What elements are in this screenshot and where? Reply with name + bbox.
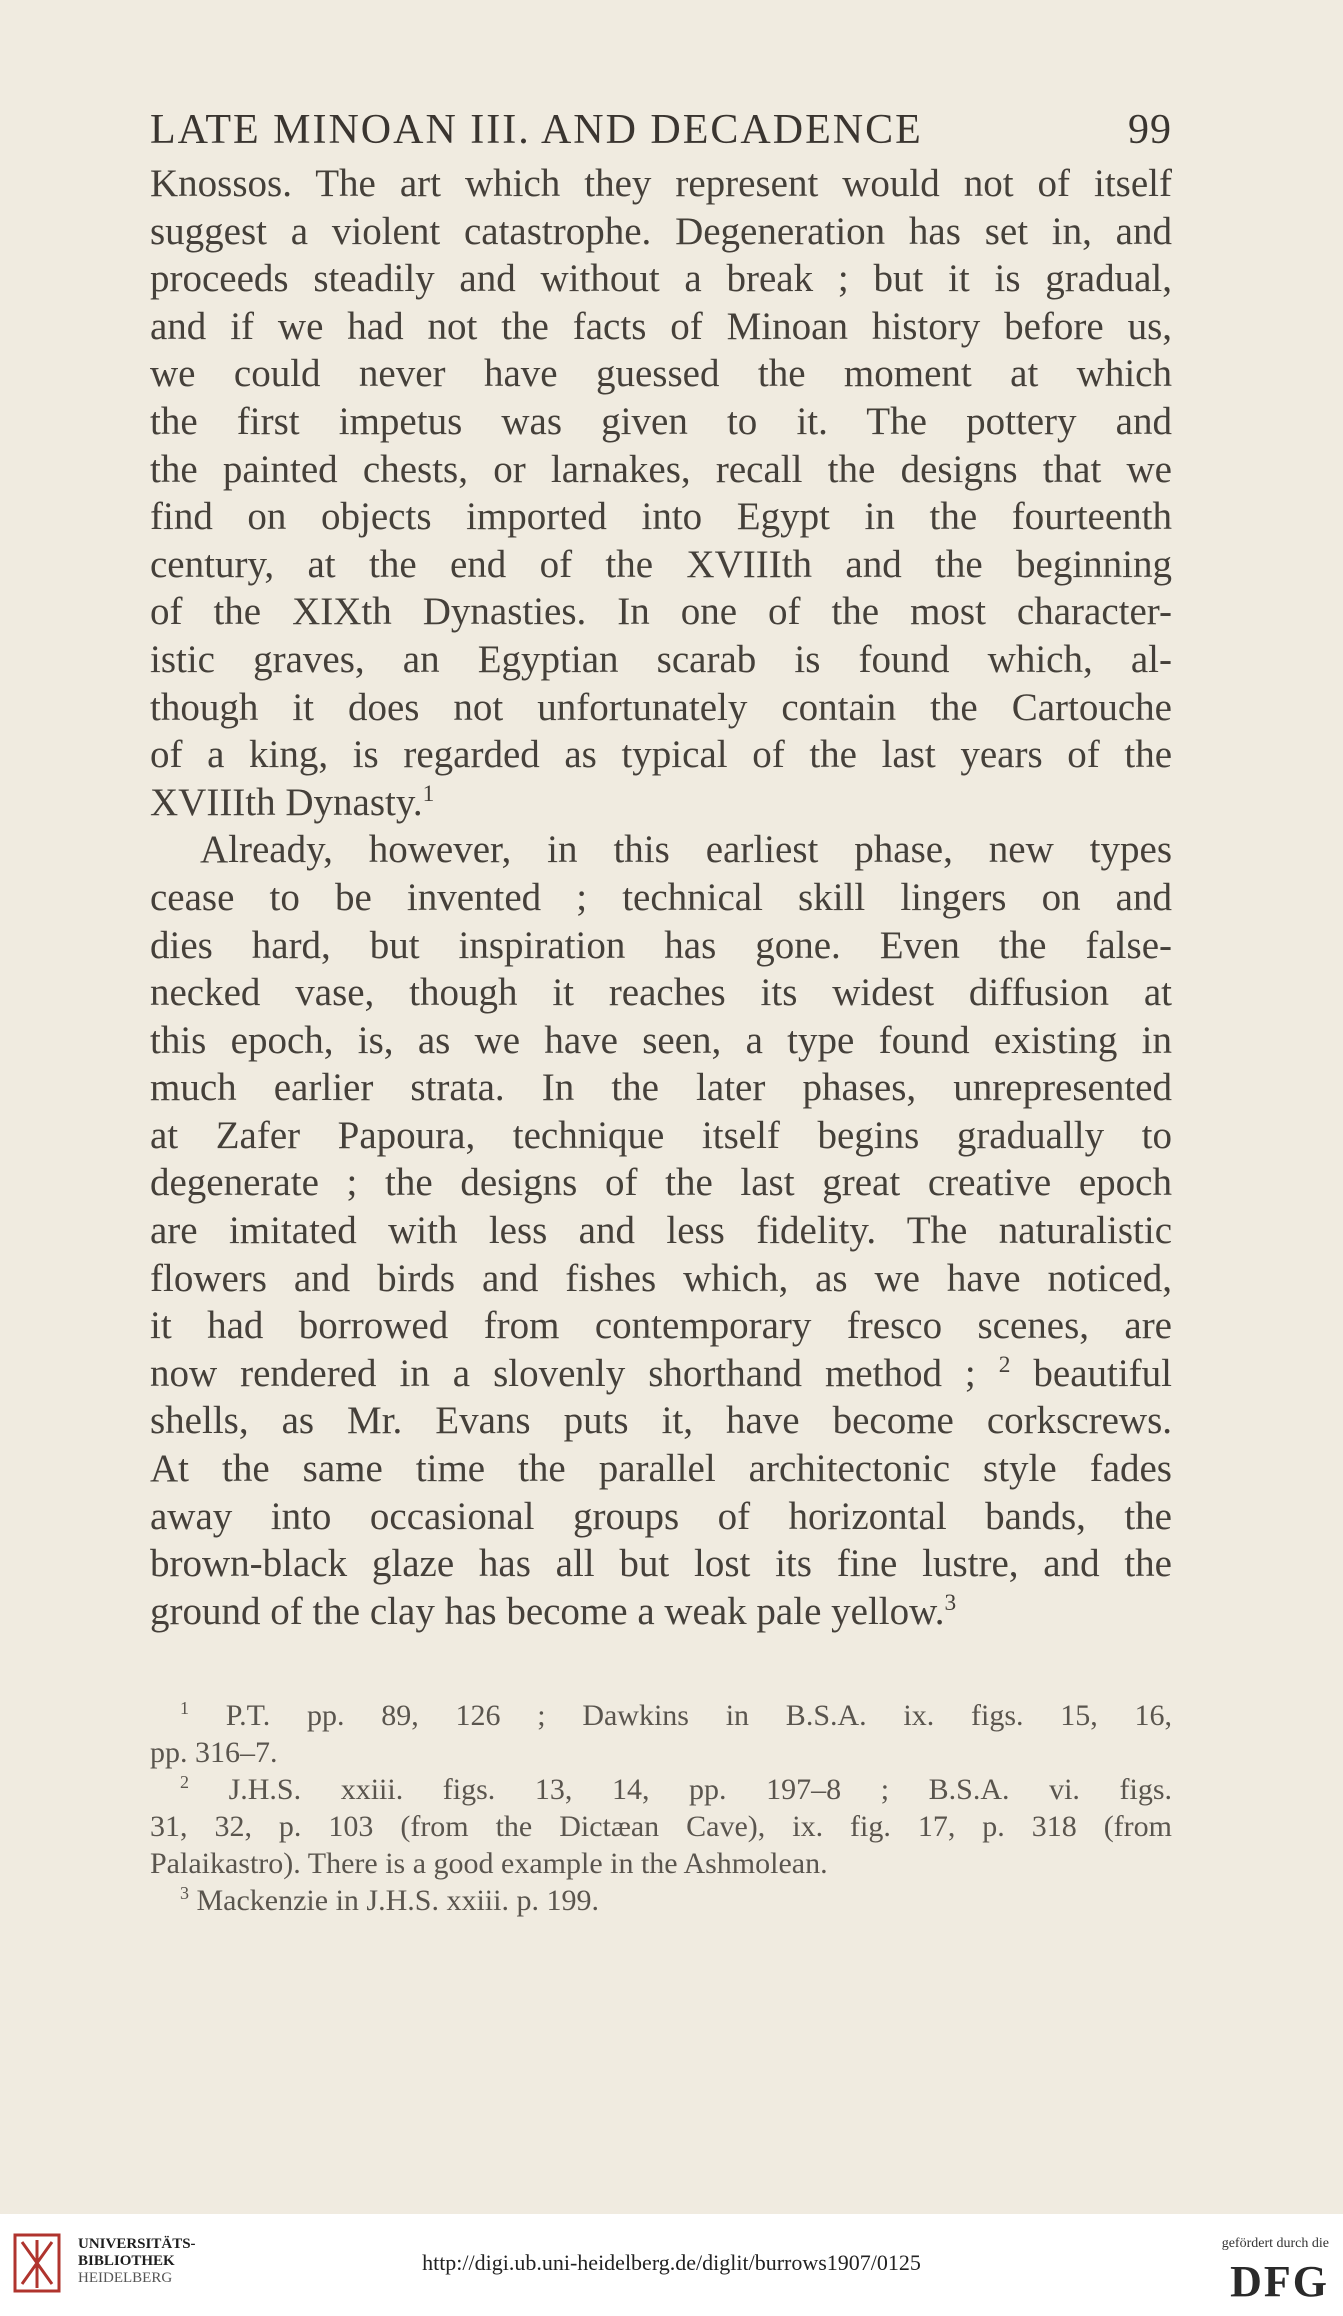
university-logo-icon[interactable]	[12, 2232, 62, 2294]
text-line: necked vase, though it reaches its widest diffusion at	[150, 971, 1172, 1015]
university-library-label	[78, 2236, 196, 2287]
running-header	[150, 106, 1172, 154]
text-line: brown-black glaze has all but lost its fine lustre, and the	[150, 1542, 1172, 1586]
text-line: century, at the end of the XVIIIth and the beginning	[150, 542, 1172, 586]
body-text	[150, 160, 1172, 1635]
footnote-1-cont: pp. 316–7.	[150, 1736, 278, 1769]
footnote-2	[150, 1771, 1172, 1808]
footnote-1	[150, 1697, 1172, 1734]
running-title: LATE MINOAN III. AND DECADENCE	[150, 107, 923, 153]
dfg-logo[interactable]: DFG	[1230, 2257, 1329, 2306]
text-line: this epoch, is, as we have seen, a type found existing in	[150, 1018, 1172, 1062]
text-line: At the same time the parallel architectonic style fades	[150, 1447, 1172, 1491]
footnote-mark: 3	[180, 1883, 189, 1903]
text-line: we could never have guessed the moment at which	[150, 352, 1172, 396]
text-line: though it does not unfortunately contain the Cartouche	[150, 685, 1172, 729]
text-line: are imitated with less and less fidelity. The naturalistic	[150, 1209, 1172, 1253]
text-line: suggest a violent catastrophe. Degeneration has set in, and	[150, 209, 1172, 253]
text-line: shells, as Mr. Evans puts it, have become corkscrews.	[150, 1399, 1172, 1443]
text-line: degenerate ; the designs of the last great creative epoch	[150, 1161, 1172, 1205]
text-line: at Zafer Papoura, technique itself begins gradually to	[150, 1113, 1172, 1157]
footnote-ref-1[interactable]: 1	[422, 780, 435, 807]
text-line: of a king, is regarded as typical of the last years of the	[150, 733, 1172, 777]
text-line: flowers and birds and fishes which, as we have noticed,	[150, 1256, 1172, 1300]
text-line: the painted chests, or larnakes, recall the designs that we	[150, 447, 1172, 491]
text-line: of the XIXth Dynasties. In one of the most character-	[150, 590, 1172, 634]
text-span: XVIIIth Dynasty.	[150, 780, 423, 824]
footnote-3	[150, 1882, 1172, 1919]
text-line: find on objects imported into Egypt in the fourteenth	[150, 495, 1172, 539]
institution-line: HEIDELBERG	[78, 2270, 173, 2286]
text-line: away into occasional groups of horizontal bands, the	[150, 1494, 1172, 1538]
text-line: and if we had not the facts of Minoan history before us,	[150, 304, 1172, 348]
footnote-2-cont: 31, 32, p. 103 (from the Dictæan Cave), ix. fig. 17, p. 318 (from	[150, 1810, 1172, 1843]
text-line	[150, 1588, 1172, 1636]
text-line: Already, however, in this earliest phase, new types	[200, 828, 1172, 872]
page-number: 99	[1128, 107, 1172, 153]
text-line: dies hard, but inspiration has gone. Even the false-	[150, 923, 1172, 967]
page-url-link[interactable]: http://digi.ub.uni-heidelberg.de/diglit/burrows1907/0125	[422, 2250, 921, 2275]
footnote-ref-3[interactable]: 3	[944, 1589, 957, 1616]
text-line	[150, 1350, 1172, 1398]
footnote-ref-2[interactable]: 2	[998, 1351, 1011, 1378]
paragraph-1	[150, 160, 1172, 826]
text-line: it had borrowed from contemporary fresco scenes, are	[150, 1304, 1172, 1348]
text-line: proceeds steadily and without a break ; but it is gradual,	[150, 257, 1172, 301]
text-span: beautiful	[1010, 1351, 1172, 1395]
text-line	[150, 779, 1172, 827]
footnote-mark: 1	[180, 1698, 189, 1718]
text-line: much earlier strata. In the later phases, unrepresented	[150, 1066, 1172, 1110]
footnote-text: J.H.S. xxiii. figs. 13, 14, pp. 197–8 ; B.S.A. vi. figs.	[228, 1773, 1173, 1806]
footnotes	[150, 1697, 1172, 1919]
footnote-mark: 2	[180, 1772, 189, 1792]
text-line: the first impetus was given to it. The pottery and	[150, 399, 1172, 443]
text-line: cease to be invented ; technical skill lingers on and	[150, 875, 1172, 919]
footnote-text: Mackenzie in J.H.S. xxiii. p. 199.	[196, 1884, 599, 1917]
sponsor-text: gefördert durch die	[1221, 2236, 1329, 2251]
institution-line: UNIVERSITÄTS-	[78, 2236, 196, 2252]
paragraph-2	[150, 826, 1172, 1635]
text-span: ground of the clay has become a weak pale yellow.	[150, 1589, 945, 1633]
text-span: now rendered in a slovenly shorthand method ;	[150, 1351, 976, 1395]
footnote-text: P.T. pp. 89, 126 ; Dawkins in B.S.A. ix. figs. 15, 16,	[225, 1699, 1173, 1732]
text-line: istic graves, an Egyptian scarab is found which, al-	[150, 637, 1172, 681]
institution-line: BIBLIOTHEK	[78, 2253, 175, 2269]
text-line: Knossos. The art which they represent would not of itself	[150, 162, 1172, 205]
footnote-2-cont: Palaikastro). There is a good example in the Ashmolean.	[150, 1847, 828, 1880]
